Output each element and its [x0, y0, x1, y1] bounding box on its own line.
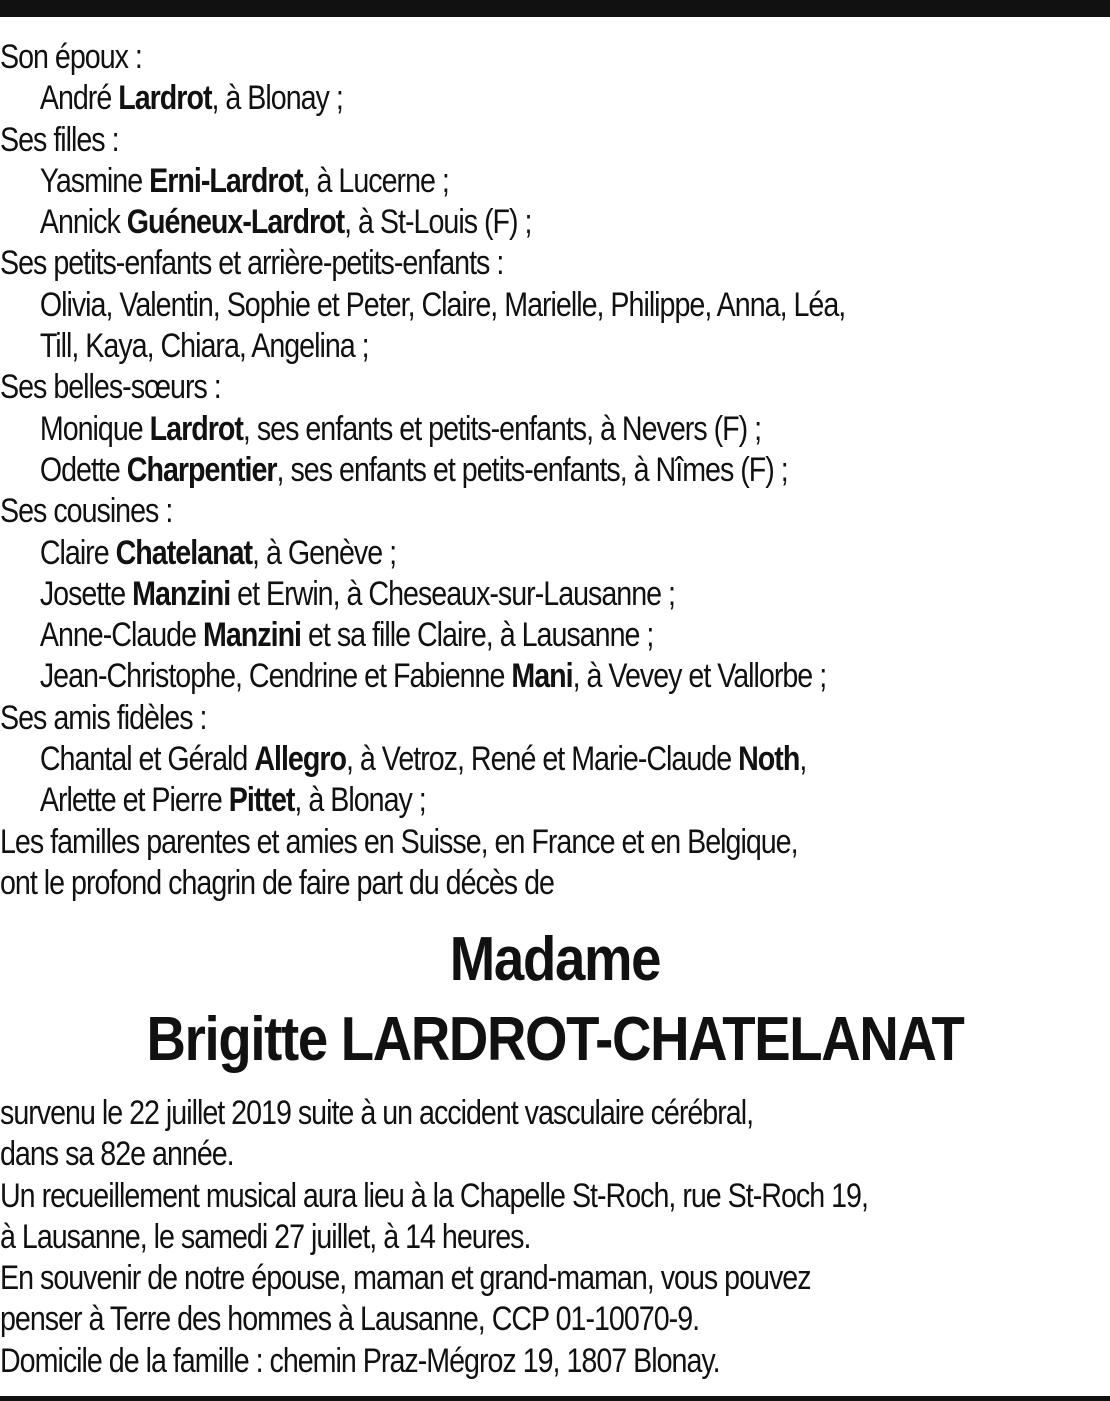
deceased-name: Brigitte LARDROT-CHATELANAT	[146, 1005, 964, 1074]
family-entry: Odette Charpentier, ses enfants et petits-enfants, à Nîmes (F) ;	[39, 450, 788, 489]
detail-line: à Lausanne, le samedi 27 juillet, à 14 heures.	[0, 1217, 531, 1256]
family-entry: Till, Kaya, Chiara, Angelina ;	[39, 327, 369, 366]
detail-line: survenu le 22 juillet 2019 suite à un accident vasculaire cérébral,	[0, 1094, 754, 1132]
family-heading: Les familles parentes et amies en Suisse, en France et en Belgique,	[0, 822, 798, 861]
top-rule	[0, 0, 1110, 17]
family-entry: Arlette et Pierre Pittet, à Blonay ;	[39, 781, 426, 820]
family-heading: Ses belles-sœurs :	[0, 368, 221, 407]
family-entry: Annick Guéneux-Lardrot, à St-Louis (F) ;	[39, 203, 532, 242]
detail-line: Un recueillement musical aura lieu à la Chapelle St-Roch, rue St-Roch 19,	[0, 1176, 868, 1215]
family-list	[0, 37, 1110, 904]
family-entry: Claire Chatelanat, à Genève ;	[39, 533, 397, 572]
family-entry: Jean-Christophe, Cendrine et Fabienne Mani, à Vevey et Vallorbe ;	[39, 657, 827, 696]
family-entry: Olivia, Valentin, Sophie et Peter, Claire, Marielle, Philippe, Anna, Léa,	[39, 285, 846, 324]
family-heading: Ses filles :	[0, 120, 119, 159]
family-heading: ont le profond chagrin de faire part du décès de	[0, 863, 554, 902]
detail-line: penser à Terre des hommes à Lausanne, CCP 01-10070-9.	[0, 1300, 700, 1339]
details-block	[0, 1093, 1110, 1382]
family-heading: Ses cousines :	[0, 492, 173, 531]
deceased-name-block	[0, 920, 1110, 1080]
family-entry: Josette Manzini et Erwin, à Cheseaux-sur-Lausanne ;	[39, 574, 676, 613]
family-entry: Chantal et Gérald Allegro, à Vetroz, René et Marie-Claude Noth,	[39, 740, 807, 779]
family-entry: Monique Lardrot, ses enfants et petits-enfants, à Nevers (F) ;	[39, 409, 762, 448]
family-heading: Ses amis fidèles :	[0, 698, 207, 737]
family-entry: Yasmine Erni-Lardrot, à Lucerne ;	[39, 161, 449, 200]
detail-line: dans sa 82e année.	[0, 1135, 234, 1174]
family-entry: Anne-Claude Manzini et sa fille Claire, à Lausanne ;	[39, 616, 654, 655]
deceased-title: Madame	[449, 925, 661, 994]
family-entry: André Lardrot, à Blonay ;	[39, 79, 343, 118]
detail-line: Domicile de la famille : chemin Praz-Mégroz 19, 1807 Blonay.	[0, 1341, 720, 1380]
family-heading: Ses petits-enfants et arrière-petits-enfants :	[0, 244, 504, 283]
family-heading: Son époux :	[0, 38, 142, 76]
bottom-rule	[0, 1396, 1110, 1401]
detail-line: En souvenir de notre épouse, maman et grand-maman, vous pouvez	[0, 1259, 811, 1298]
